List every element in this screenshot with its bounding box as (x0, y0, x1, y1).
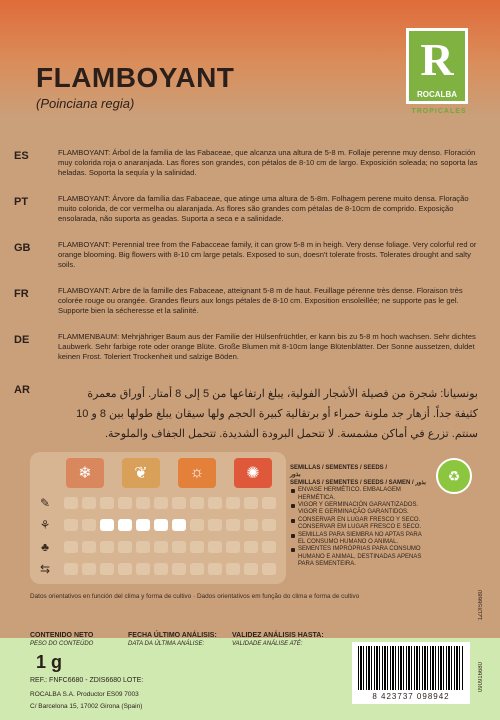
calendar-cell (64, 563, 78, 575)
validity-label-pt: VALIDADE ANÁLISE ATÉ: (232, 641, 303, 647)
calendar-cell (262, 519, 276, 531)
calendar-cell (118, 497, 132, 509)
calendar-cell (136, 541, 150, 553)
legend-item: VIGOR Y GERMINACIÓN GARANTIZADOS. VIGOR E GERMINAÇÃO GARANTIDOS. (290, 502, 430, 517)
calendar-cell (82, 519, 96, 531)
vertical-code: 1ZDIS6680 (478, 590, 484, 621)
calendar-cell (64, 519, 78, 531)
legend-head: SEMILLAS / SEMENTES / SEEDS / (290, 465, 388, 471)
seed-legend (290, 465, 430, 569)
calendar-cell (136, 519, 150, 531)
calendar-cell (262, 497, 276, 509)
description-ar: بونسيانا: شجرة من فصيلة الأشجار الفولية، يبلغ ارتفاعها من 5 إلى 8 أمتار. أوراق معمرة كثيفة جداً. أزهار جد ملونة حمراء أو برتقالية كبيرة الحجم ولها سيقان يبلغ طولها بين 8 و 10 سنتم. تزرع في أماكن مشمسة. لا تتحمل البرودة الشديدة. تتحمل الجفاف والملوحة. (76, 388, 478, 440)
calendar-cell (208, 563, 222, 575)
net-content-label-pt: PESO DO CONTEÚDO (30, 641, 94, 647)
calendar-cell (190, 563, 204, 575)
calendar-cell (82, 497, 96, 509)
net-content-label: CONTENIDO NETO (30, 632, 94, 639)
logo-letter: R (420, 34, 454, 85)
lang-code-de: DE (14, 334, 30, 346)
lang-code-es: ES (14, 150, 29, 162)
product-title: FLAMBOYANT (36, 62, 235, 93)
calendar-cell (136, 497, 150, 509)
description-de: FLAMMENBAUM: Mehrjähriger Baum aus der Familie der Hülsenfrüchtler, er kann bis zu 5-8 m hoch wachsen. Sehr dichtes Laubwerk. Sehr farbige rote oder orange Blüte. Große Blumen mit 8-10cm lange Blütenblätter. Der Sonne aussetzen, duldet keinen Frost. Toleriert Trockenheit und salzige Böden. (58, 332, 476, 361)
calendar-cell (244, 563, 258, 575)
green-dot-icon: ♻ (436, 458, 472, 494)
snowflake-icon: ❄ (66, 458, 104, 488)
calendar-cell (226, 563, 240, 575)
description-gb: FLAMBOYANT: Perennial tree from the Fabacceae family, it can grow 5-8 m in heigh. Very dense foliage. Very colorful red or orange blooming. Big flowers with 8-10 cm large petals. Exposed to sun, doesn't tolerate frosts. Tolerates drought and salty soils. (58, 240, 477, 269)
calendar-cell (262, 541, 276, 553)
brand-logo (406, 28, 468, 104)
calendar-cell (100, 497, 114, 509)
analysis-date-label-pt: DATA DA ÚLTIMA ANÁLISE: (128, 641, 205, 647)
calendar-cell (262, 563, 276, 575)
logo-subtitle: TROPICALES (411, 108, 467, 115)
net-weight: 1 g (36, 652, 63, 672)
barcode (352, 642, 470, 704)
calendar-cell (190, 541, 204, 553)
calendar-cell (208, 541, 222, 553)
calendar-cell (244, 497, 258, 509)
calendar-cell (136, 563, 150, 575)
sowing-icon: ✎ (39, 496, 51, 510)
calendar-cell (172, 563, 186, 575)
description-es: FLAMBOYANT: Árbol de la familia de las Fabaceae, que alcanza una altura de 5-8 m. Follaje perenne muy denso. Floración muy colorida roja o anaranjada. Las flores son grandes, con pétalos de 8-10 cm de largo. Exposición soleada; no soporta las heladas. Soporta la sequía y la salinidad. (58, 148, 478, 177)
legend-item: CONSERVAR EN LUGAR FRESCO Y SECO. CONSERVAR EM LUGAR FRESCO E SECO. (290, 517, 430, 532)
barcode-number: 8 423737 098942 (372, 692, 450, 701)
calendar-cell (154, 541, 168, 553)
calendar-cell (172, 497, 186, 509)
calendar-cell (226, 497, 240, 509)
calendar-cell (226, 541, 240, 553)
calendar-cell (118, 519, 132, 531)
calendar-cell (172, 519, 186, 531)
calendar-cell (154, 563, 168, 575)
vertical-code-2: 090916680 (478, 662, 484, 693)
legend-head-de: SEMILLAS / SEMENTES / SEEDS / SAMEN / بذور (290, 479, 426, 486)
legend-item: SEMILLAS PARA SIEMBRA NO APTAS PARA EL CONSUMO HUMANO O ANIMAL. (290, 532, 430, 547)
barcode-bars (358, 646, 464, 690)
logo-brand: ROCALBA (417, 90, 457, 99)
calendar-cell (154, 519, 168, 531)
calendar-cell (118, 563, 132, 575)
analysis-date-label: FECHA ÚLTIMO ANÁLISIS: (128, 632, 217, 639)
transplant-icon: ⇆ (39, 562, 51, 576)
calendar-cell (190, 519, 204, 531)
calendar-cell (226, 519, 240, 531)
calendar-cell (100, 563, 114, 575)
calendar-cell (100, 519, 114, 531)
producer-info: ROCALBA S.A. Productor ES09 7003 (30, 691, 139, 698)
description-pt: FLAMBOYANT: Árvore da família das Fabaceae, que atinge uma altura de 5-8m. Folhagem perene muito densa. Floração muito colorida, de cor vermelha ou alaranjada. As flores são grandes com pétalas de 8-10cm de comprido. Exposição ensolarada, não suporta as geadas. Suporta a seca e a salinidade. (58, 194, 469, 223)
validity-label: VALIDEZ ANÁLISIS HASTA: (232, 632, 324, 639)
sun-icon: ☼ (178, 458, 216, 488)
description-fr: FLAMBOYANT: Arbre de la famille des Fabaceae, atteignant 5-8 m de haut. Feuillage pérenne très dense. Floraison très colorée rouge ou orangée. Grandes fleurs aux longs pétales de 8-10 cm. Exposition ensoleillée; ne supporte pas le gel. Supporte bien la sécheresse et la salinité. (58, 286, 463, 315)
calendar-cell (100, 541, 114, 553)
lang-code-gb: GB (14, 242, 31, 254)
reference-code: REF.: FNFC6680 - ZDIS6680 LOTE: (30, 677, 144, 684)
calendar-cell (172, 541, 186, 553)
calendar-cell (64, 541, 78, 553)
calendar-cell (190, 497, 204, 509)
calendar-cell (208, 519, 222, 531)
lang-code-fr: FR (14, 288, 29, 300)
maple-leaf-icon: ✺ (234, 458, 272, 488)
product-subtitle: (Poinciana regia) (36, 96, 135, 111)
calendar-cell (82, 563, 96, 575)
legend-item: SEMENTES IMPRÓPRIAS PARA CONSUMO HUMANO E ANIMAL, DESTINADAS APENAS PARA SEMENTEIRA. (290, 546, 430, 568)
producer-address: C/ Barcelona 15, 17002 Girona (Spain) (30, 703, 143, 710)
calendar-cell (64, 497, 78, 509)
seedling-icon: ⚘ (39, 518, 51, 532)
leaf-icon: ❦ (122, 458, 160, 488)
legend-head-ar: بذور (290, 472, 301, 479)
lang-code-pt: PT (14, 196, 29, 208)
pot-icon: ♣ (41, 540, 49, 554)
calendar-cell (244, 541, 258, 553)
disclaimer-note: Datos orientativos en función del clima y forma de cultivo · Dados orientativos em função do clima e forma de cultivo (30, 593, 360, 600)
calendar-cell (82, 541, 96, 553)
lang-code-ar: AR (14, 384, 30, 396)
calendar-cell (244, 519, 258, 531)
calendar-cell (154, 497, 168, 509)
calendar-cell (118, 541, 132, 553)
calendar-cell (208, 497, 222, 509)
legend-item: ENVASE HERMÉTICO. EMBALAGEM HERMÉTICA. (290, 487, 430, 502)
